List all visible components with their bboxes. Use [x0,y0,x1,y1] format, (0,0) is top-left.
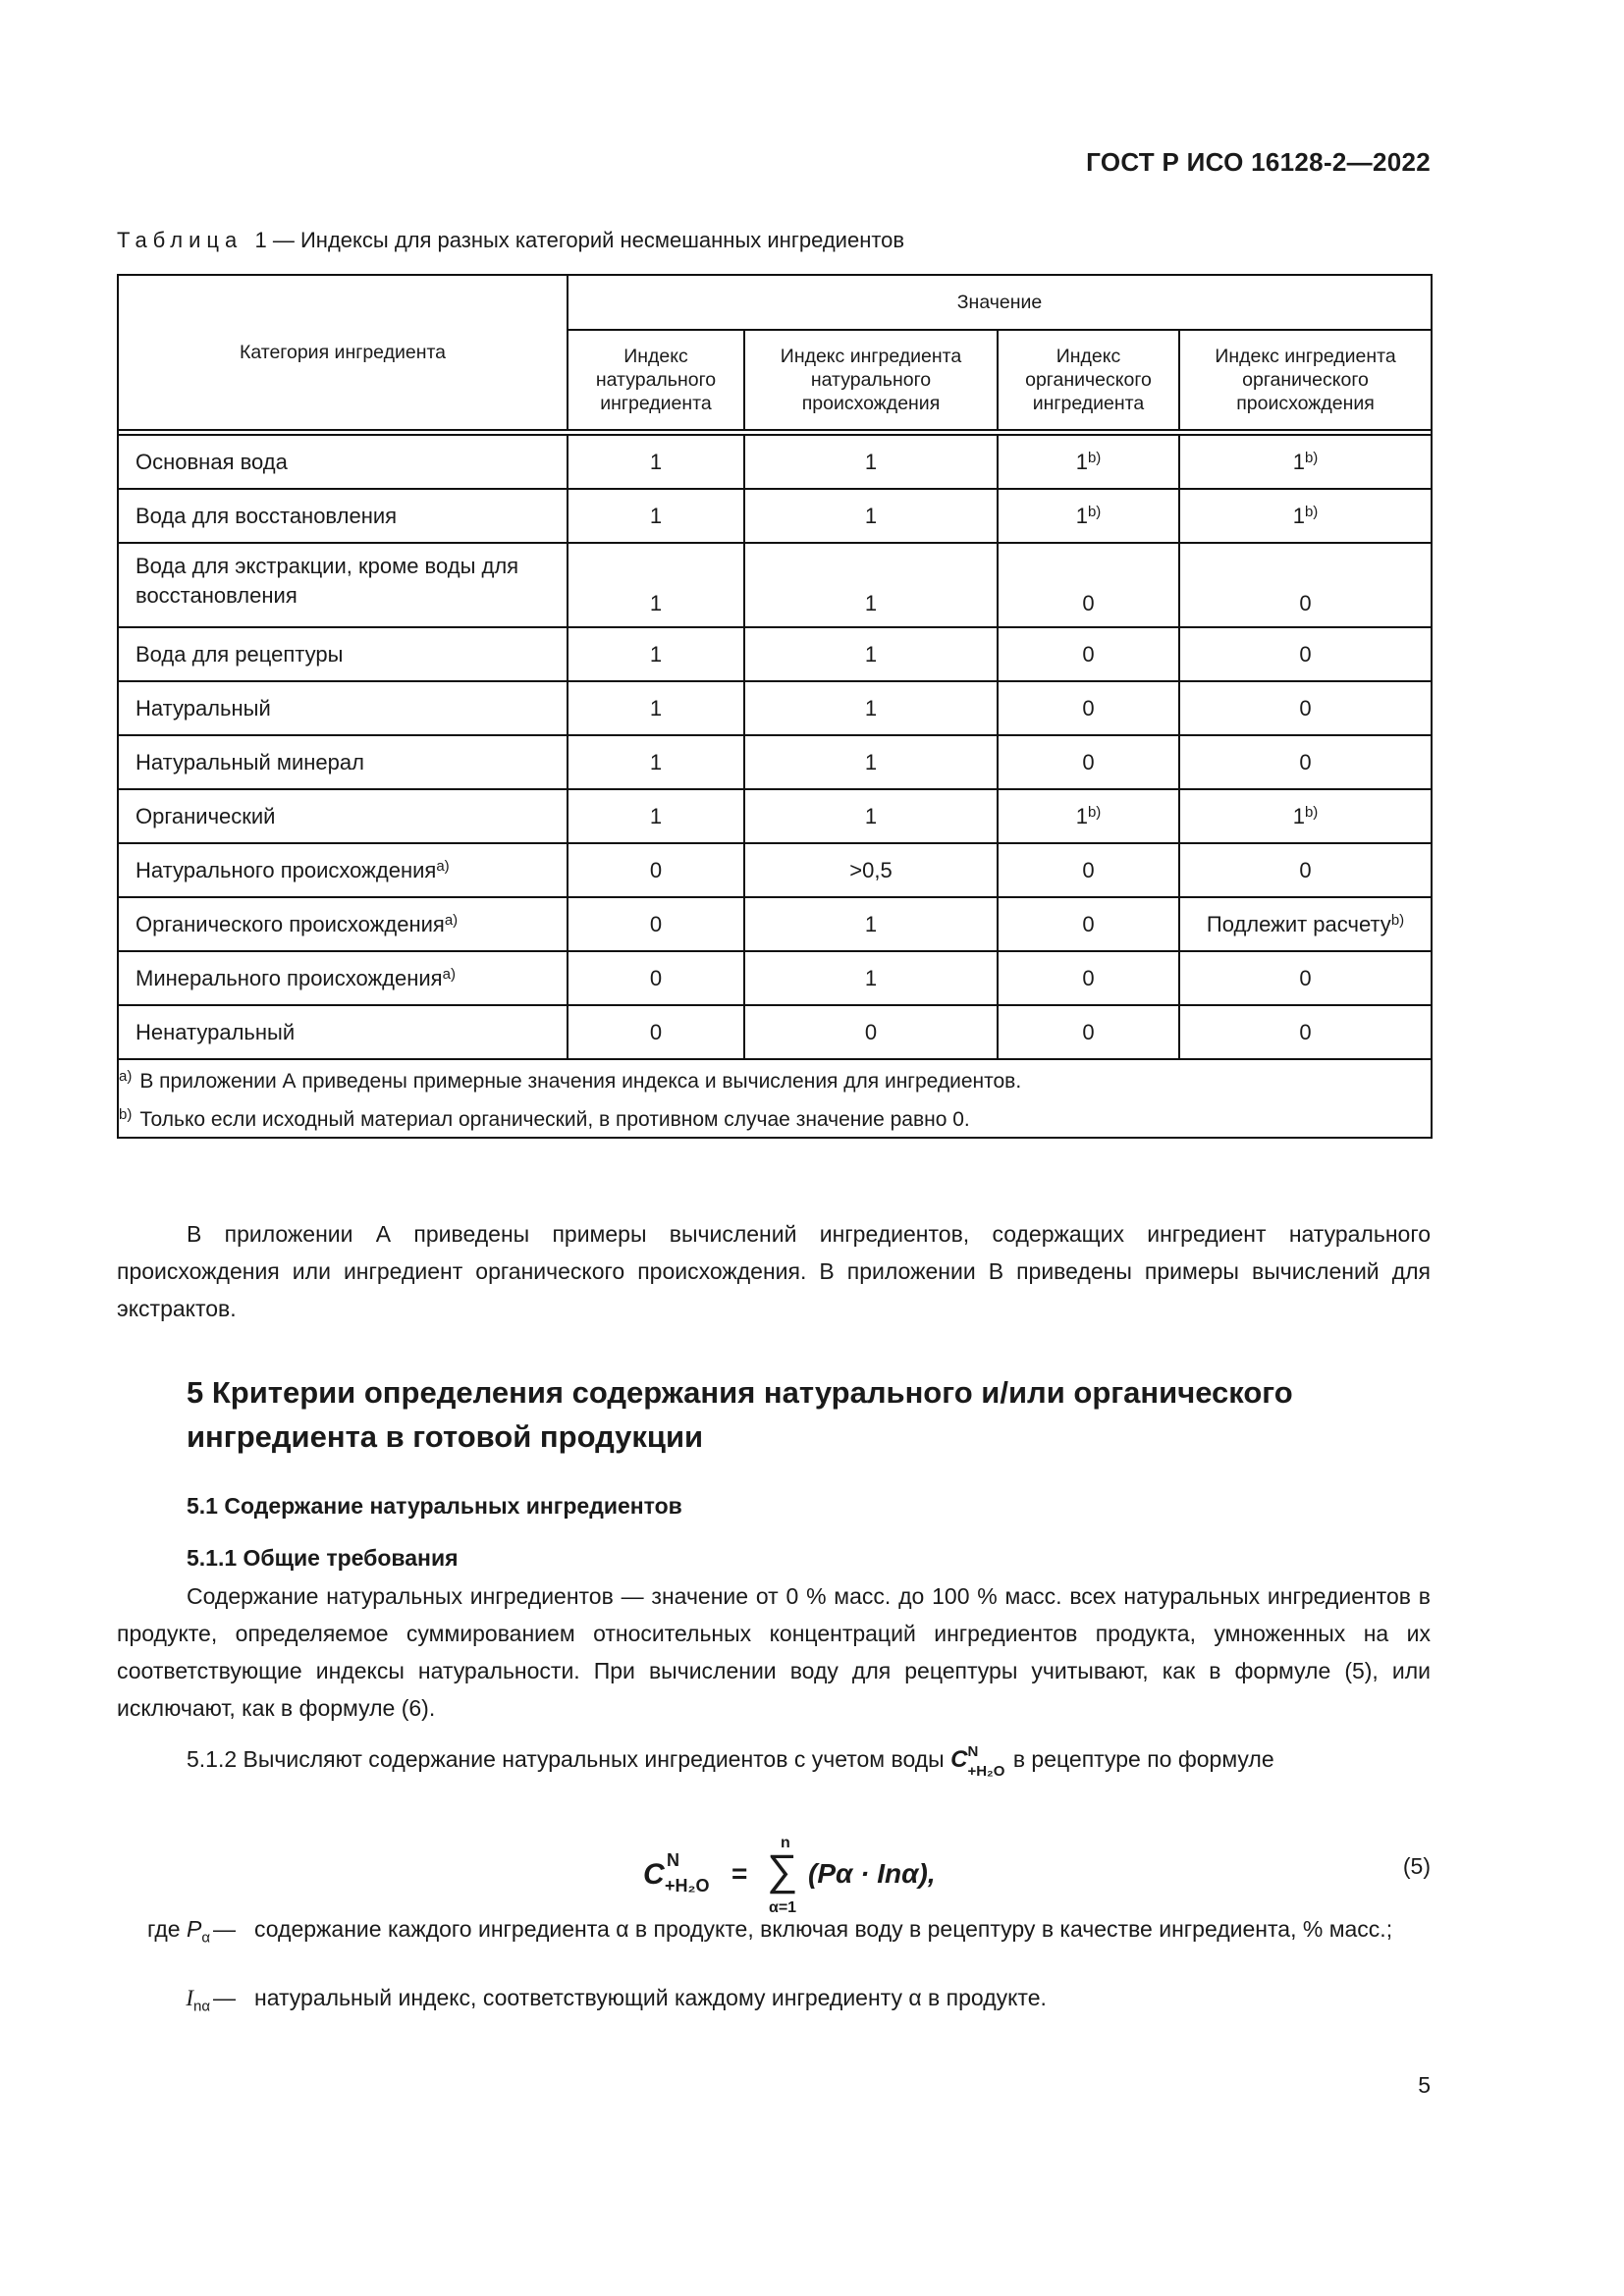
page-number: 5 [1418,2072,1431,2098]
cell-category: Вода для восстановления [118,489,568,543]
cell-value: 0 [1179,951,1432,1005]
cell-value: 0 [998,897,1179,951]
footnote-ref: b) [1304,503,1319,520]
footnote-ref: b) [1087,449,1102,466]
footnote-ref: b) [1087,803,1102,821]
cell-value: 0 [1179,843,1432,897]
paragraph-5-1-2: 5.1.2 Вычисляют содержание натуральных ингредиентов с учетом воды C N +H₂O в рецептуре по формуле [187,1743,1274,1780]
table-footnotes [118,1059,1432,1138]
cell-value: 0 [998,543,1179,627]
cell-category: Основная вода [118,435,568,489]
cell-value: 1$^{b)}$ [998,789,1179,843]
table-caption [117,228,904,253]
table-row [118,789,1432,843]
paragraph-5-1-1: Содержание натуральных ингредиентов — значение от 0 % масс. до 100 % масс. всех натуральных ингредиентов в продукте, определяемое суммированием относительных концентраций ингредиентов продукта, умноженных на их соответствующие индексы натуральности. При вычислении воду для рецептуры учитывают, как в формуле (5), или исключают, как в формуле (6). [117,1583,1431,1721]
cell-value: 1 [744,897,998,951]
cell-value: 1 [568,489,744,543]
cell-value: Подлежит расчету$^{b)}$ [1179,897,1432,951]
cell-value: 0 [998,681,1179,735]
cell-value: 0 [1179,681,1432,735]
cell-value: 1 [744,681,998,735]
footnote-ref: b) [1304,803,1319,821]
cell-category: Органический [118,789,568,843]
header-value-group: Значение [568,275,1432,330]
cell-value: 1 [744,789,998,843]
cell-value: 0 [998,627,1179,681]
footnote-a: $^{a)}$ В приложении А приведены примерные значения индекса и вычисления для ингредиентов. [119,1068,1022,1093]
cell-value: 1 [568,435,744,489]
formula-5: C N +H₂O = n ∑ α=1 (Pα · Inα), [643,1835,936,1916]
table-caption-text: — Индексы для разных категорий несмешанных ингредиентов [272,228,905,252]
footnote-ref: a) [436,857,450,875]
footnote-ref: b) [1087,503,1102,520]
cell-value: 1 [568,789,744,843]
formula-number: (5) [1402,1853,1431,1879]
cell-value: 0 [1179,627,1432,681]
cell-value: 0 [568,843,744,897]
cell-value: 1 [568,543,744,627]
cell-value: 0 [998,1005,1179,1059]
table-row [118,1005,1432,1059]
table-row [118,897,1432,951]
table-row [118,627,1432,681]
ingredient-index-table [117,274,1433,1139]
cell-category: Натурального происхождения$^{a)}$ [118,843,568,897]
cell-value: 1$^{b)}$ [998,489,1179,543]
cell-value: 1 [744,735,998,789]
cell-value: 1$^{b)}$ [1179,435,1432,489]
cell-value: 0 [998,843,1179,897]
legend-item-i-n-alpha: $I_{n\alpha}$ — натуральный индекс, соответствующий каждому ингредиенту α в продукте. [186,1985,1047,2015]
footnote-b: $^{b)}$ Только если исходный материал органический, в противном случае значение равно 0. [119,1106,970,1131]
table-caption-number: 1 [254,228,267,252]
table-row [118,543,1432,627]
inline-formula-c-h2o: C N +H₂O [950,1743,1005,1780]
header-category: Категория ингредиента [118,275,568,430]
cell-value: 0 [568,1005,744,1059]
header-natural-index: Индекс натурального ингредиента [568,330,744,430]
table-body [118,430,1432,1059]
footnote-ref: a) [442,965,456,983]
cell-value: 1$^{b)}$ [1179,489,1432,543]
cell-value: >0,5 [744,843,998,897]
cell-value: 1$^{b)}$ [998,435,1179,489]
section-5-heading: 5 Критерии определения содержания натурального и/или органического ингредиента в готовой продукции [187,1375,1293,1454]
footnote-ref: a) [444,911,459,929]
cell-category: Минерального происхождения$^{a)}$ [118,951,568,1005]
cell-value: 1$^{b)}$ [1179,789,1432,843]
paragraph-appendix-reference: В приложении А приведены примеры вычислений ингредиентов, содержащих ингредиент натурального происхождения или ингредиент органического происхождения. В приложении В приведены примеры вычислений для экстрактов. [117,1221,1431,1321]
table-row [118,843,1432,897]
table-caption-prefix: Таблица [117,228,244,252]
cell-category: Вода для рецептуры [118,627,568,681]
table-row [118,489,1432,543]
cell-value: 0 [1179,1005,1432,1059]
cell-category: Органического происхождения$^{a)}$ [118,897,568,951]
cell-category: Натуральный [118,681,568,735]
section-5-1-heading: 5.1 Содержание натуральных ингредиентов [187,1493,682,1519]
cell-value: 0 [998,951,1179,1005]
header-organic-origin-index: Индекс ингредиента органического происхождения [1179,330,1432,430]
cell-value: 0 [998,735,1179,789]
legend-item-p-alpha: где $P_\alpha$ — содержание каждого ингредиента α в продукте, включая воду в рецептуру в качестве ингредиента, % масс.; [147,1916,1393,1947]
table-row [118,435,1432,489]
cell-value: 1 [744,435,998,489]
cell-value: 1 [744,543,998,627]
document-header: ГОСТ Р ИСО 16128-2—2022 [1086,147,1431,177]
cell-value: 1 [568,627,744,681]
table-row [118,681,1432,735]
cell-value: 1 [744,627,998,681]
footnote-ref: b) [1390,911,1405,929]
cell-value: 1 [568,735,744,789]
formula-legend [117,1912,1431,2030]
cell-category: Вода для экстракции, кроме воды для восстановления [118,543,568,627]
cell-value: 0 [568,951,744,1005]
cell-value: 1 [744,951,998,1005]
header-organic-index: Индекс органического ингредиента [998,330,1179,430]
cell-value: 1 [744,489,998,543]
header-natural-origin-index: Индекс ингредиента натурального происхождения [744,330,998,430]
cell-value: 0 [1179,735,1432,789]
cell-value: 0 [1179,543,1432,627]
cell-value: 0 [744,1005,998,1059]
cell-value: 0 [568,897,744,951]
cell-category: Ненатуральный [118,1005,568,1059]
table-row [118,951,1432,1005]
cell-category: Натуральный минерал [118,735,568,789]
footnote-ref: b) [1304,449,1319,466]
section-5-1-1-heading: 5.1.1 Общие требования [187,1545,459,1571]
cell-value: 1 [568,681,744,735]
table-row [118,735,1432,789]
